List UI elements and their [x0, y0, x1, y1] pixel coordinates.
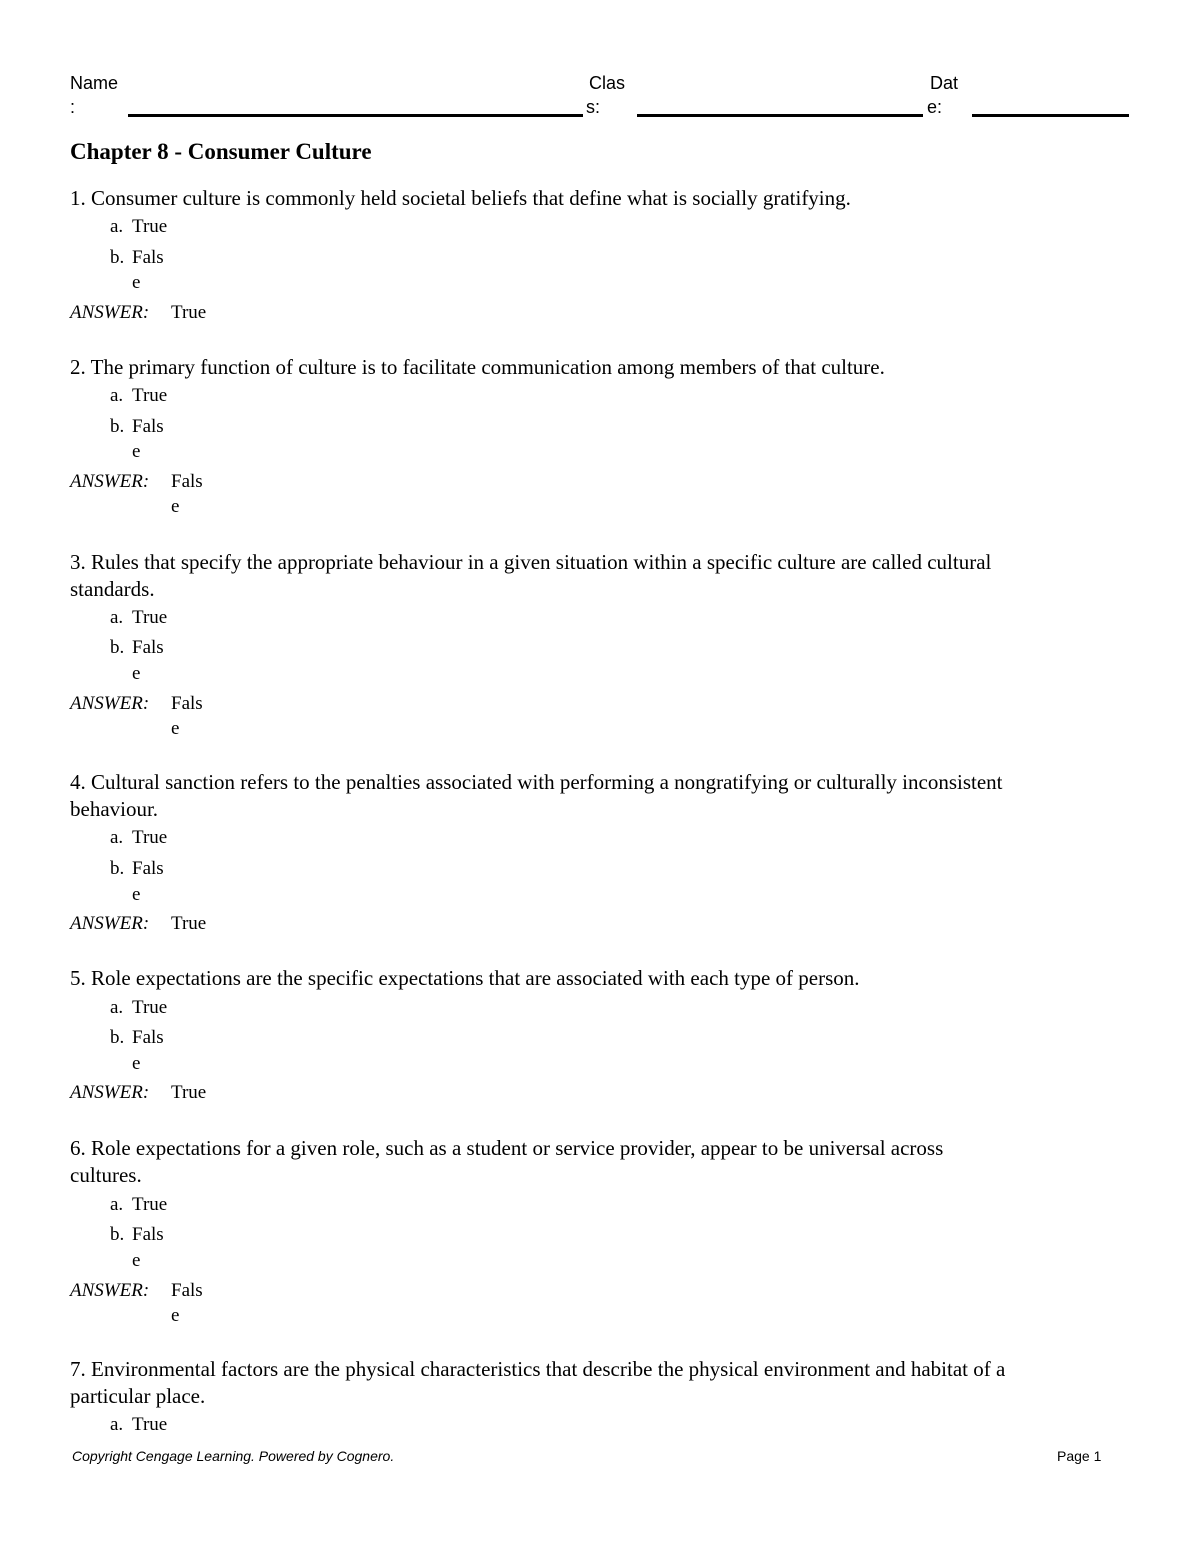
option-a-letter: a.: [110, 1414, 124, 1435]
option-a-text: True: [132, 1414, 168, 1435]
question-text-line2: behaviour.: [70, 797, 159, 821]
question-text: 2. The primary function of culture is to facilitate communication among members of that culture.: [70, 355, 885, 379]
option-b-text: Fals: [132, 247, 164, 268]
option-a-letter: a.: [110, 1194, 124, 1215]
name-label: Name: [70, 73, 119, 93]
question-text: 7. Environmental factors are the physical characteristics that describe the physical environment and habitat of a: [70, 1357, 1006, 1381]
option-b-text-wrap: e: [132, 272, 141, 293]
option-a-letter: a.: [110, 216, 124, 237]
option-b-text: Fals: [132, 416, 164, 437]
question-text: 3. Rules that specify the appropriate behaviour in a given situation within a specific culture are called cultural: [70, 550, 992, 574]
question-text-line2: cultures.: [70, 1163, 142, 1187]
answer-value-wrap: e: [171, 496, 180, 517]
page-number: Page 1: [1057, 1448, 1102, 1464]
option-a-letter: a.: [110, 385, 124, 406]
answer-value-wrap: e: [171, 718, 180, 739]
option-b-letter: b.: [110, 247, 125, 268]
option-a-text: True: [132, 607, 168, 628]
option-b-text: Fals: [132, 858, 164, 879]
answer-label: ANSWER:: [70, 471, 150, 492]
copyright-text: Copyright Cengage Learning. Powered by Cognero.: [72, 1448, 395, 1464]
page-title: Chapter 8 - Consumer Culture: [70, 139, 372, 164]
option-b-letter: b.: [110, 1224, 125, 1245]
name-label-colon: :: [70, 97, 76, 117]
answer-value-wrap: e: [171, 1305, 180, 1326]
answer-value: True: [171, 913, 207, 934]
option-b-text: Fals: [132, 1224, 164, 1245]
name-field-line[interactable]: [128, 114, 583, 117]
question-text: 6. Role expectations for a given role, such as a student or service provider, appear to be universal across: [70, 1136, 944, 1160]
option-b-letter: b.: [110, 1027, 125, 1048]
option-b-letter: b.: [110, 416, 125, 437]
option-a-letter: a.: [110, 997, 124, 1018]
option-a-text: True: [132, 216, 168, 237]
class-label: Clas: [589, 73, 626, 93]
answer-label: ANSWER:: [70, 693, 150, 714]
option-b-text-wrap: e: [132, 1250, 141, 1271]
question-text-line2: particular place.: [70, 1384, 206, 1408]
question-text: 1. Consumer culture is commonly held societal beliefs that define what is socially gratifying.: [70, 186, 851, 210]
option-a-text: True: [132, 997, 168, 1018]
option-a-text: True: [132, 1194, 168, 1215]
answer-value: Fals: [171, 693, 203, 714]
option-b-text-wrap: e: [132, 441, 141, 462]
option-b-text-wrap: e: [132, 884, 141, 905]
question-text: 4. Cultural sanction refers to the penalties associated with performing a nongratifying or culturally inconsistent: [70, 770, 1003, 794]
option-b-letter: b.: [110, 637, 125, 658]
answer-label: ANSWER:: [70, 1280, 150, 1301]
answer-value: Fals: [171, 1280, 203, 1301]
class-label-suffix: s:: [586, 97, 601, 117]
option-a-text: True: [132, 385, 168, 406]
option-a-text: True: [132, 827, 168, 848]
date-label: Dat: [930, 73, 959, 93]
class-field-line[interactable]: [637, 114, 923, 117]
question-text: 5. Role expectations are the specific expectations that are associated with each type of person.: [70, 966, 860, 990]
answer-value: Fals: [171, 471, 203, 492]
answer-label: ANSWER:: [70, 1082, 150, 1103]
date-field-line[interactable]: [972, 114, 1129, 117]
answer-label: ANSWER:: [70, 302, 150, 323]
question-text-line2: standards.: [70, 577, 155, 601]
option-b-text-wrap: e: [132, 1053, 141, 1074]
answer-value: True: [171, 302, 207, 323]
option-b-text: Fals: [132, 1027, 164, 1048]
answer-label: ANSWER:: [70, 913, 150, 934]
option-b-text: Fals: [132, 637, 164, 658]
option-a-letter: a.: [110, 607, 124, 628]
option-b-text-wrap: e: [132, 663, 141, 684]
option-a-letter: a.: [110, 827, 124, 848]
date-label-suffix: e:: [927, 97, 943, 117]
option-b-letter: b.: [110, 858, 125, 879]
answer-value: True: [171, 1082, 207, 1103]
